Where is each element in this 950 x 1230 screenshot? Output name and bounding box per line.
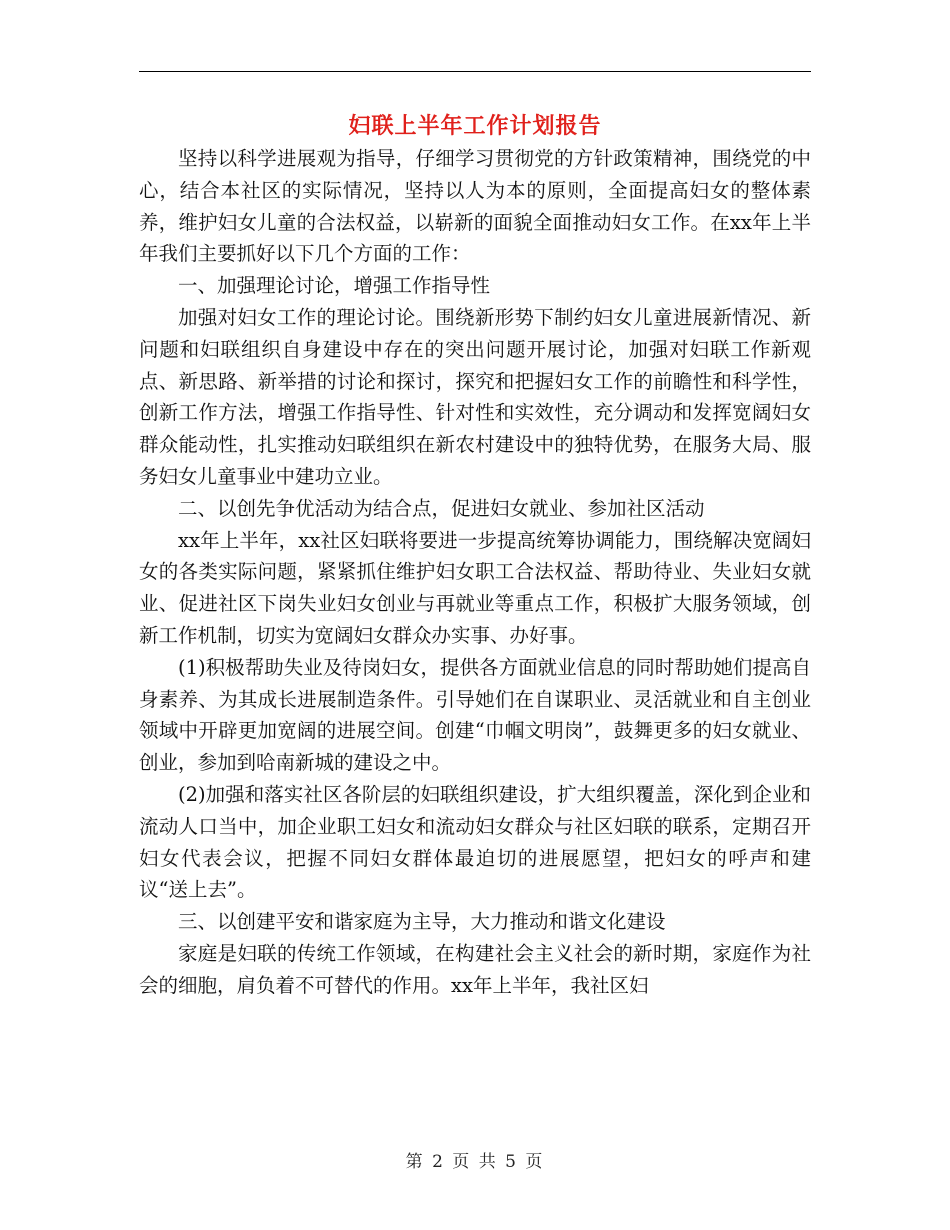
paragraph-item-1: (1)积极帮助失业及待岗妇女，提供各方面就业信息的同时帮助她们提高自身素养、为其成长进展制造条件。引导她们在自谋职业、灵活就业和自主创业领域中开辟更加宽阔的进展空间。创建“巾帼文明岗”，鼓舞更多的妇女就业、创业，参加到哈南新城的建设之中。 (139, 655, 811, 775)
paragraph: xx年上半年，xx社区妇联将要进一步提高统筹协调能力，围绕解决宽阔妇女的各类实际问题，紧紧抓住维护妇女职工合法权益、帮助待业、失业妇女就业、促进社区下岗失业妇女创业与再就业等重点工作，积极扩大服务领域，创新工作机制，切实为宽阔妇女群众办实事、办好事。 (139, 528, 811, 647)
paragraph-item-2: (2)加强和落实社区各阶层的妇联组织建设，扩大组织覆盖，深化到企业和流动人口当中，加企业职工妇女和流动妇女群众与社区妇联的联系，定期召开妇女代表会议，把握不同妇女群体最迫切的进展愿望，把妇女的呼声和建议“送上去”。 (139, 782, 811, 902)
section-heading-3: 三、以创建平安和谐家庭为主导，大力推动和谐文化建设 (178, 910, 666, 934)
section-heading-2: 二、以创先争优活动为结合点，促进妇女就业、参加社区活动 (178, 496, 705, 520)
document-title: 妇联上半年工作计划报告 (348, 113, 602, 139)
paragraph-intro: 坚持以科学进展观为指导，仔细学习贯彻党的方针政策精神，围绕党的中心，结合本社区的实际情况，坚持以人为本的原则，全面提高妇女的整体素养，维护妇女儿童的合法权益，以崭新的面貌全面推动妇女工作。在xx年上半年我们主要抓好以下几个方面的工作： (139, 147, 811, 266)
header-rule (139, 71, 811, 72)
page-number: 第 2 页 共 5 页 (405, 1152, 545, 1172)
section-heading-1: 一、加强理论讨论，增强工作指导性 (178, 274, 491, 298)
document-body (139, 143, 811, 1002)
paragraph: 家庭是妇联的传统工作领域，在构建社会主义社会的新时期，家庭作为社会的细胞，肩负着不可替代的作用。xx年上半年，我社区妇 (139, 941, 811, 997)
paragraph: 加强对妇女工作的理论讨论。围绕新形势下制约妇女儿童进展新情况、新问题和妇联组织自身建设中存在的突出问题开展讨论，加强对妇联工作新观点、新思路、新举措的讨论和探讨，探究和把握妇女工作的前瞻性和科学性，创新工作方法，增强工作指导性、针对性和实效性，充分调动和发挥宽阔妇女群众能动性，扎实推动妇联组织在新农村建设中的独特优势，在服务大局、服务妇女儿童事业中建功立业。 (139, 305, 811, 488)
